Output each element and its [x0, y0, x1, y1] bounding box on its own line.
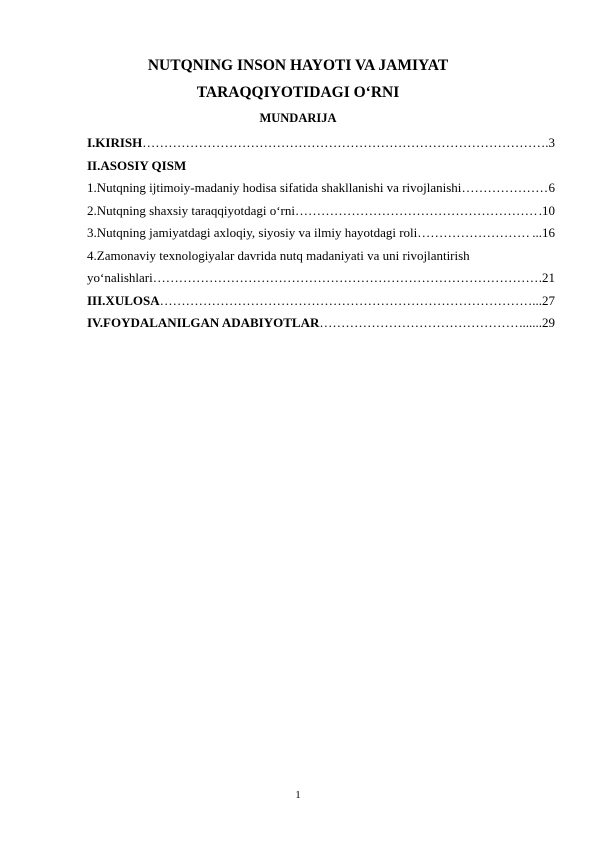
toc-entry-label: II.ASOSIY QISM — [87, 157, 187, 173]
toc-entry-label: 3.Nutqning jamiyatdagi axloqiy, siyosiy va ilmiy hayotdagi roli — [87, 225, 418, 240]
toc-entry-section-2 — [87, 200, 555, 223]
toc-entry-label: IV.FOYDALANILGAN ADABIYOTLAR — [87, 315, 320, 330]
toc-entry-page: .21 — [538, 270, 555, 285]
toc-leader-dots — [461, 177, 547, 200]
document-title-line-2: TARAQQIYOTIDAGI O‘RNI — [196, 84, 400, 101]
toc-leader-dots — [153, 267, 538, 290]
toc-entry-label: III.XULOSA — [87, 292, 160, 308]
toc-entry-adabiyotlar — [87, 312, 555, 335]
toc-leader-dots — [295, 200, 538, 223]
toc-entry-asosiy-qism — [87, 155, 555, 178]
document-title-line-1: NUTQNING INSON HAYOTI VA JAMIYAT — [147, 57, 449, 74]
toc-entry-page: ...16 — [532, 225, 555, 240]
toc-entry-label: 1.Nutqning ijtimoiy-madaniy hodisa sifatida shakllanishi va rivojlanishi — [87, 180, 462, 195]
toc-entry-section-1 — [87, 177, 555, 200]
toc-entry-page: ...27 — [532, 292, 555, 308]
toc-entry-section-3 — [87, 222, 555, 245]
toc-leader-dots — [160, 290, 532, 313]
toc-entry-section-4-continued — [87, 267, 555, 290]
toc-entry-section-4 — [87, 245, 555, 268]
toc-entry-page: .10 — [538, 202, 555, 218]
toc-leader-dots — [417, 222, 531, 245]
toc-entry-label: 4.Zamonaviy texnologiyalar davrida nutq madaniyati va uni rivojlantirish — [87, 247, 470, 263]
page-number: 1 — [295, 789, 301, 801]
toc-entry-page: .3 — [545, 135, 555, 150]
toc-entry-page: ......29 — [522, 315, 555, 330]
toc-entry-xulosa — [87, 290, 555, 313]
table-of-contents-heading: MUNDARIJA — [259, 111, 337, 125]
toc-leader-dots — [142, 132, 544, 155]
toc-leader-dots — [319, 312, 521, 335]
table-of-contents — [87, 132, 555, 335]
toc-entry-label: yo‘nalishlari — [87, 270, 153, 285]
toc-entry-page: 6 — [548, 180, 555, 195]
toc-entry-label: 2.Nutqning shaxsiy taraqqiyotdagi o‘rni — [87, 202, 295, 218]
toc-entry-label: I.KIRISH — [87, 135, 143, 150]
toc-entry-kirish — [87, 132, 555, 155]
